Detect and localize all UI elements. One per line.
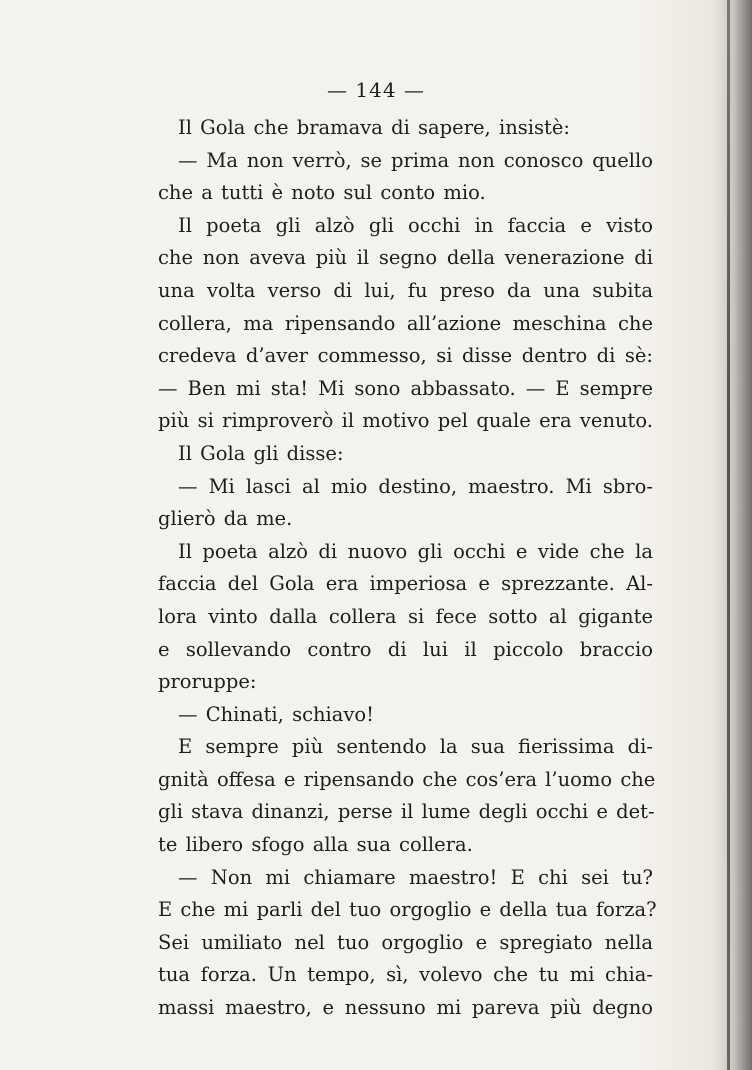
text-line: faccia del Gola era imperiosa e sprezzante. Al- [158,572,653,596]
text-line: e sollevando contro di lui il piccolo braccio [158,637,653,661]
text-line: E che mi parli del tuo orgoglio e della tua forza? [158,898,657,922]
text-line: che a tutti è noto sul conto mio. [158,181,486,205]
page-edge-shadow [712,0,752,1070]
text-line: una volta verso di lui, fu preso da una subita [158,278,653,302]
text-line: massi maestro, e nessuno mi pareva più degno [158,996,653,1020]
text-line: che non aveva più il segno della venerazione di [158,246,653,270]
text-line: collera, ma ripensando all’azione meschina che [158,311,653,335]
text-line: lora vinto dalla collera si fece sotto al gigante [158,604,653,628]
text-line: gnità offesa e ripensando che cos’era l’uomo che [158,767,656,791]
text-line: — Ben mi sta! Mi sono abbassato. — E sempre [158,376,653,400]
page-number: — 144 — [327,78,425,102]
text-line: Sei umiliato nel tuo orgoglio e spregiato nella [158,930,653,954]
text-line: te libero sfogo alla sua collera. [158,833,473,857]
text-line: credeva d’aver commesso, si disse dentro di sè: [158,344,653,368]
text-line: tua forza. Un tempo, sì, volevo che tu mi chia- [158,963,653,987]
text-line: glierò da me. [158,507,293,531]
body-text [158,112,657,1025]
text-line: proruppe: [158,670,257,694]
text-line: E sempre più sentendo la sua fierissima di- [178,735,653,759]
page-binding-edge [727,0,730,1070]
text-line: più si rimproverò il motivo pel quale era venuto. [158,409,653,433]
text-line: Il Gola gli disse: [178,441,344,465]
text-line: — Chinati, schiavo! [178,702,375,726]
text-line: — Non mi chiamare maestro! E chi sei tu? [178,865,653,889]
text-line: gli stava dinanzi, perse il lume degli occhi e det- [158,800,655,824]
text-line: — Mi lasci al mio destino, maestro. Mi sbro- [178,474,653,498]
text-line: — Ma non verrò, se prima non conosco quello [178,148,653,172]
text-line: Il poeta gli alzò gli occhi in faccia e visto [178,213,653,237]
text-line: Il poeta alzò di nuovo gli occhi e vide che la [178,539,653,563]
text-line: Il Gola che bramava di sapere, insistè: [178,116,570,139]
